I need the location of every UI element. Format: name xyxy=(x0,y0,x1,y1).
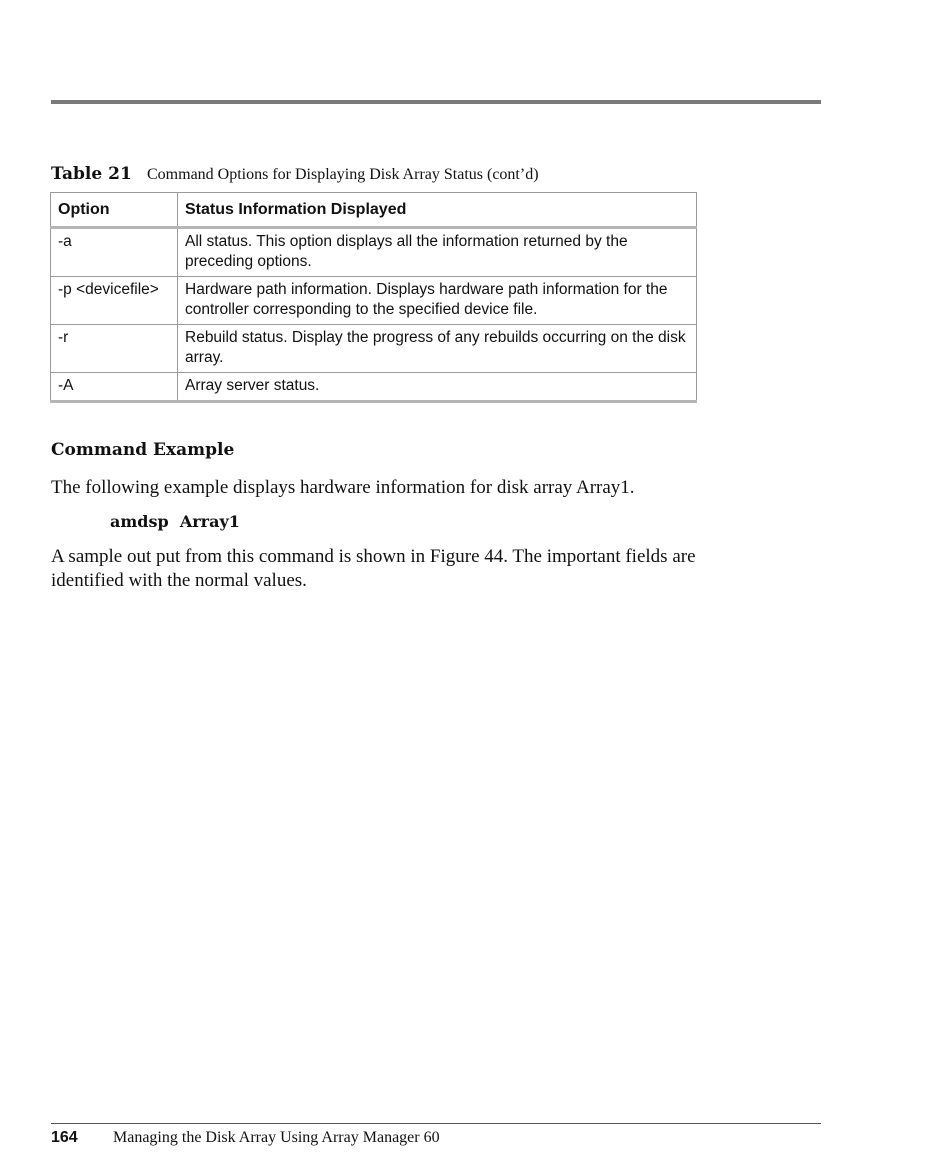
description-cell: Array server status. xyxy=(178,373,697,402)
followup-paragraph: A sample out put from this command is shown in Figure 44. The important fields are identified with the normal values. xyxy=(51,546,696,591)
table-row xyxy=(51,373,697,402)
page-footer xyxy=(51,1129,440,1147)
table-label: Table 21 xyxy=(51,164,132,184)
header-rule xyxy=(51,100,821,104)
footer-title: Managing the Disk Array Using Array Manager 60 xyxy=(113,1129,440,1146)
section-heading: Command Example xyxy=(51,440,235,460)
footer-rule xyxy=(51,1123,821,1124)
option-cell: -A xyxy=(51,373,178,402)
option-cell: -p <devicefile> xyxy=(51,277,178,325)
option-cell: -r xyxy=(51,325,178,373)
description-cell: Hardware path information. Displays hardware path information for the controller corresponding to the specified device file. xyxy=(178,277,697,325)
description-cell: Rebuild status. Display the progress of any rebuilds occurring on the disk array. xyxy=(178,325,697,373)
column-header-option: Option xyxy=(51,193,178,228)
table-row xyxy=(51,325,697,373)
column-header-status: Status Information Displayed xyxy=(178,193,697,228)
options-table xyxy=(50,192,697,403)
description-cell: All status. This option displays all the information returned by the preceding options. xyxy=(178,228,697,277)
intro-paragraph: The following example displays hardware information for disk array Array1. xyxy=(51,477,635,498)
command-example: amdsp Array1 xyxy=(110,512,240,531)
page-number: 164 xyxy=(51,1129,78,1146)
table-header-row xyxy=(51,193,697,228)
table-caption xyxy=(51,164,539,184)
option-cell: -a xyxy=(51,228,178,277)
table-row xyxy=(51,228,697,277)
table-row xyxy=(51,277,697,325)
table-caption-text: Command Options for Displaying Disk Array Status (cont’d) xyxy=(147,166,539,183)
